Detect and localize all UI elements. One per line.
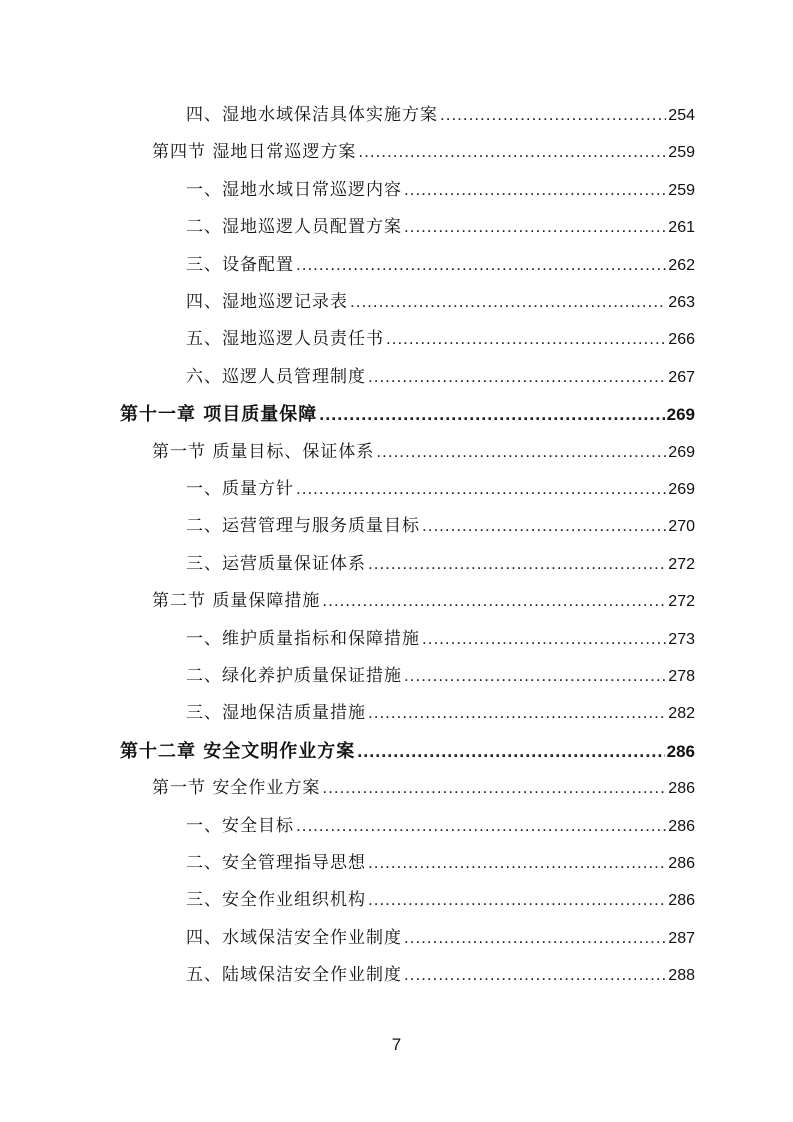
- toc-entry-page: 287: [668, 929, 695, 947]
- toc-leader-dots: [368, 848, 666, 878]
- toc-entry[interactable]: [152, 586, 695, 616]
- toc-entry-label: 三、设备配置: [186, 254, 294, 275]
- toc-leader-dots: [322, 586, 666, 616]
- toc-entry[interactable]: [186, 624, 695, 654]
- toc-entry-label: 四、湿地巡逻记录表: [186, 292, 348, 312]
- toc-entry[interactable]: [186, 960, 695, 990]
- toc-entry-page: 273: [668, 630, 695, 648]
- toc-entry-page: 272: [668, 555, 695, 573]
- toc-leader-dots: [376, 437, 666, 467]
- toc-leader-dots: [350, 287, 666, 317]
- toc-entry-label: 一、湿地水域日常巡逻内容: [186, 179, 402, 200]
- toc-leader-dots: [440, 100, 666, 130]
- toc-leader-dots: [386, 324, 666, 354]
- toc-entry-label: 第二节 质量保障措施: [152, 591, 321, 612]
- toc-entry-label: 三、湿地保洁质量措施: [186, 703, 366, 724]
- toc-leader-dots: [404, 923, 666, 953]
- toc-entry-page: 269: [668, 443, 695, 461]
- toc-entry[interactable]: [186, 250, 695, 280]
- toc-entry[interactable]: [186, 923, 695, 953]
- page-number: 7: [391, 1035, 402, 1054]
- toc-entry-page: 259: [668, 144, 695, 162]
- toc-entry-page: 269: [668, 481, 695, 498]
- toc-entry-label: 二、绿化养护质量保证措施: [186, 666, 402, 686]
- toc-entry[interactable]: [186, 511, 695, 541]
- toc-leader-dots: [422, 624, 666, 654]
- toc-entry-label: 第一节 安全作业方案: [152, 778, 321, 799]
- toc-entry[interactable]: [186, 811, 695, 841]
- toc-entry[interactable]: [186, 885, 695, 915]
- toc-entry[interactable]: [186, 287, 695, 317]
- toc-leader-dots: [322, 773, 666, 803]
- toc-leader-dots: [358, 137, 666, 167]
- toc-leader-dots: [357, 736, 664, 766]
- toc-entry-page: 259: [668, 181, 695, 199]
- toc-entry[interactable]: [186, 698, 695, 728]
- toc-leader-dots: [368, 362, 666, 392]
- toc-leader-dots: [296, 250, 666, 280]
- toc-leader-dots: [422, 511, 666, 541]
- toc-entry[interactable]: [186, 175, 695, 205]
- toc-entry-label: 六、巡逻人员管理制度: [186, 366, 366, 387]
- toc-entry[interactable]: [152, 437, 695, 467]
- toc-entry-label: 第四节 湿地日常巡逻方案: [152, 142, 357, 163]
- toc-entry-label: 第十二章 安全文明作业方案: [120, 740, 356, 762]
- toc-entry-label: 三、运营质量保证体系: [186, 553, 366, 574]
- toc-entry-label: 五、湿地巡逻人员责任书: [186, 329, 384, 350]
- toc-entry-page: 267: [668, 368, 695, 386]
- toc-entry[interactable]: [186, 362, 695, 392]
- toc-entry-page: 286: [668, 855, 695, 872]
- toc-leader-dots: [368, 885, 666, 915]
- toc-entry[interactable]: [120, 399, 695, 429]
- toc-leader-dots: [368, 549, 666, 579]
- toc-entry-label: 二、安全管理指导思想: [186, 853, 366, 873]
- toc-entry[interactable]: [120, 736, 695, 766]
- toc-entry-page: 269: [666, 405, 695, 425]
- toc-leader-dots: [368, 698, 666, 728]
- toc-entry-label: 二、湿地巡逻人员配置方案: [186, 217, 402, 238]
- toc-entry[interactable]: [152, 773, 695, 803]
- toc-entry-page: 262: [668, 256, 695, 274]
- toc-leader-dots: [404, 661, 666, 691]
- toc-leader-dots: [404, 960, 666, 990]
- toc-entry[interactable]: [186, 212, 695, 242]
- toc-entry-label: 二、运营管理与服务质量目标: [186, 516, 420, 537]
- toc-entry-label: 五、陆域保洁安全作业制度: [186, 965, 402, 986]
- toc-entry-label: 一、质量方针: [186, 479, 294, 499]
- toc-entry-page: 254: [668, 107, 695, 124]
- toc-entry-page: 278: [668, 668, 695, 685]
- toc-entry-page: 286: [668, 817, 695, 835]
- toc-entry[interactable]: [186, 324, 695, 354]
- toc-entry-label: 四、水域保洁安全作业制度: [186, 927, 402, 948]
- toc-entry-label: 第一节 质量目标、保证体系: [152, 441, 375, 462]
- toc-entry[interactable]: [186, 100, 695, 130]
- toc-entry-page: 261: [668, 219, 695, 237]
- toc-entry[interactable]: [186, 848, 695, 878]
- toc-entry-label: 一、维护质量指标和保障措施: [186, 628, 420, 649]
- toc-leader-dots: [296, 811, 666, 841]
- toc-entry-page: 272: [668, 593, 695, 611]
- toc-entry[interactable]: [152, 137, 695, 167]
- toc-entry-page: 282: [668, 705, 695, 723]
- toc-entry-page: 266: [668, 331, 695, 349]
- toc-entry-label: 一、安全目标: [186, 815, 294, 836]
- toc-entry-page: 286: [668, 892, 695, 910]
- toc-entry[interactable]: [186, 549, 695, 579]
- toc-leader-dots: [296, 474, 666, 504]
- toc-leader-dots: [404, 175, 666, 205]
- toc-entry[interactable]: [186, 474, 695, 504]
- toc-entry-label: 三、安全作业组织机构: [186, 890, 366, 911]
- toc-entry-page: 270: [668, 518, 695, 536]
- toc-entry[interactable]: [186, 661, 695, 691]
- toc-entry-page: 286: [668, 780, 695, 798]
- toc-entry-label: 四、湿地水域保洁具体实施方案: [186, 105, 438, 125]
- toc-entry-page: 263: [668, 294, 695, 311]
- toc-leader-dots: [404, 212, 666, 242]
- toc-leader-dots: [319, 399, 664, 429]
- toc-entry-label: 第十一章 项目质量保障: [120, 404, 318, 426]
- toc-entry-page: 288: [668, 967, 695, 985]
- toc-entry-page: 286: [666, 741, 695, 761]
